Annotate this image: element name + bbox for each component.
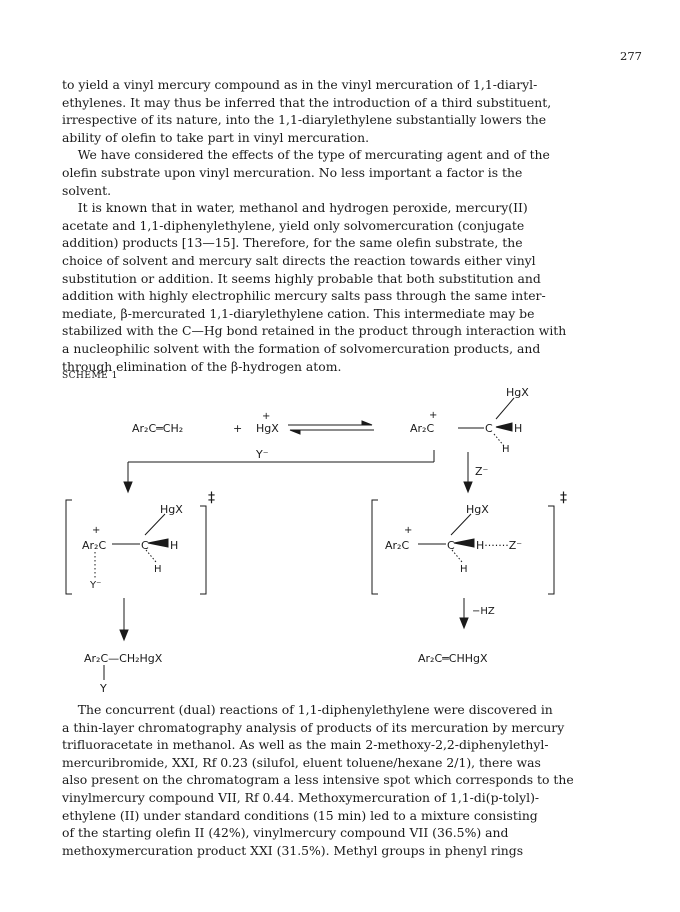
bond bbox=[145, 514, 165, 535]
arrowhead bbox=[464, 482, 472, 492]
cation-hgx: HgX bbox=[506, 386, 529, 399]
cation-ar2c: Ar₂C bbox=[410, 422, 435, 435]
body-paragraph-lower bbox=[62, 701, 622, 859]
product-left-y: Y bbox=[100, 682, 107, 695]
cation-carbon: C bbox=[485, 422, 493, 435]
bracket-left bbox=[372, 500, 378, 594]
cation-h-wedge: H bbox=[514, 422, 523, 435]
text-line: It is known that in water, methanol and hydrogen peroxide, mercury(II) bbox=[62, 200, 528, 216]
bond bbox=[451, 514, 471, 535]
page-number: 277 bbox=[620, 49, 642, 63]
text-line: ethylene (II) under standard conditions (15 min) led to a mixture consisting bbox=[62, 807, 538, 823]
text-line: irrespective of its nature, into the 1,1-diarylethylene substantially lowers the bbox=[62, 112, 547, 128]
arrowhead bbox=[120, 630, 128, 640]
text-line: to yield a vinyl mercury compound as in the vinyl mercuration of 1,1-diaryl- bbox=[62, 77, 538, 92]
text-line: vinylmercury compound VII, Rf 0.44. Methoxymercuration of 1,1-di(p-tolyl)- bbox=[62, 789, 540, 805]
minus-hz: −HZ bbox=[472, 606, 495, 617]
ts-right-ar2c: Ar₂C bbox=[385, 539, 410, 552]
nucleophile-z: Z⁻ bbox=[475, 465, 489, 478]
text-line: olefin substrate upon vinyl mercuration. No less important a factor is the bbox=[62, 164, 523, 180]
text-line: choice of solvent and mercury salt directs the reaction towards either vinyl bbox=[62, 252, 536, 268]
text-line: We have considered the effects of the type of mercurating agent and of the bbox=[62, 147, 550, 163]
bracket-right bbox=[200, 506, 206, 594]
text-line: a nucleophilic solvent with the formation of solvomercuration products, and bbox=[62, 340, 541, 356]
ts-dagger-right: ‡ bbox=[560, 490, 567, 506]
ts-left-hgx: HgX bbox=[160, 503, 183, 516]
ts-left-y: Y⁻ bbox=[90, 580, 102, 591]
ts-dagger-left: ‡ bbox=[208, 490, 215, 506]
text-line: substitution or addition. It seems highly probable that both substitution and bbox=[62, 270, 541, 286]
reagent-hgx: HgX bbox=[256, 422, 279, 435]
ts-left-carbon: C bbox=[141, 539, 149, 552]
text-line: The concurrent (dual) reactions of 1,1-diphenylethylene were discovered in bbox=[62, 702, 553, 717]
text-line: acetate and 1,1-diphenylethylene, yield only solvomercuration (conjugate bbox=[62, 217, 525, 233]
text-line: addition with highly electrophilic mercury salts pass through the same inter- bbox=[62, 288, 546, 304]
arrowhead bbox=[460, 618, 468, 628]
reactant-olefin: Ar₂C═CH₂ bbox=[132, 422, 184, 435]
ts-left-h-wedge: H bbox=[170, 539, 179, 552]
text-line: ethylenes. It may thus be inferred that the introduction of a third substituent, bbox=[62, 94, 552, 110]
wedge-bond bbox=[496, 423, 512, 431]
wedge-bond bbox=[454, 539, 474, 547]
ts-right-h-z: H·······Z⁻ bbox=[476, 539, 523, 552]
wedge-bond bbox=[148, 539, 168, 547]
cation-h-hashed: H bbox=[502, 444, 510, 455]
arrowhead bbox=[290, 430, 300, 434]
ts-right-h-hashed: H bbox=[460, 564, 468, 575]
text-line: trifluoracetate in methanol. As well as the main 2-methoxy-2,2-diphenylethyl- bbox=[62, 737, 549, 753]
ts-right-charge: + bbox=[404, 525, 413, 536]
arrowhead bbox=[362, 421, 372, 425]
text-line: mediate, β-mercurated 1,1-diarylethylene cation. This intermediate may be bbox=[62, 305, 535, 321]
reagent-charge: + bbox=[262, 411, 271, 422]
text-line: mercuribromide, XXI, Rf 0.23 (silufol, eluent toluene/hexane 2/1), there was bbox=[62, 754, 541, 770]
ts-right-hgx: HgX bbox=[466, 503, 489, 516]
scheme-label: SCHEME 1 bbox=[62, 371, 118, 381]
text-line: solvent. bbox=[62, 182, 112, 198]
text-line: stabilized with the C—Hg bond retained in the product through interaction with bbox=[62, 323, 567, 339]
text-line: through elimination of the β-hydrogen atom. bbox=[62, 358, 342, 374]
product-solvomercuration: Ar₂C—CH₂HgX bbox=[84, 652, 163, 665]
text-line: also present on the chromatogram a less intensive spot which corresponds to the bbox=[62, 772, 574, 788]
plus-sign: + bbox=[233, 422, 243, 435]
text-line: ability of olefin to take part in vinyl mercuration. bbox=[62, 129, 370, 145]
product-vinylmercury: Ar₂C═CHHgX bbox=[418, 652, 488, 665]
text-line: methoxymercuration product XXI (31.5%). Methyl groups in phenyl rings bbox=[62, 842, 524, 858]
text-line: of the starting olefin II (42%), vinylmercury compound VII (36.5%) and bbox=[62, 825, 509, 841]
arrowhead bbox=[124, 482, 132, 492]
bond bbox=[496, 398, 514, 419]
cation-charge: + bbox=[429, 410, 438, 421]
bracket-left bbox=[66, 500, 72, 594]
nucleophile-y: Y⁻ bbox=[256, 448, 269, 461]
ts-left-ar2c: Ar₂C bbox=[82, 539, 107, 552]
text-line: a thin-layer chromatography analysis of products of its mercuration by mercury bbox=[62, 719, 565, 735]
ts-right-carbon: C bbox=[447, 539, 455, 552]
ts-left-charge: + bbox=[92, 525, 101, 536]
bracket-right bbox=[548, 506, 554, 594]
text-line: addition) products [13—15]. Therefore, for the same olefin substrate, the bbox=[62, 235, 523, 251]
ts-left-h-hashed: H bbox=[154, 564, 162, 575]
